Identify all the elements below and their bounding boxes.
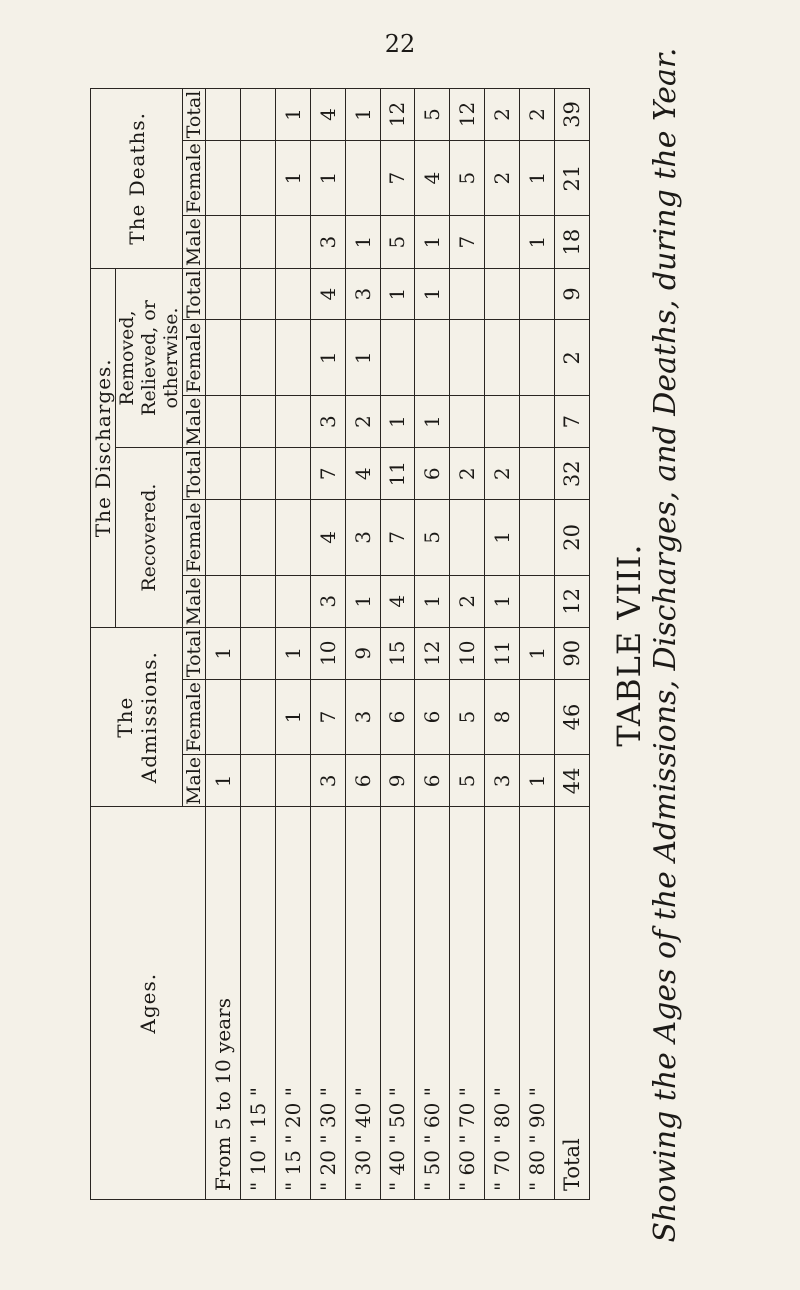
- rec-value-cell: [275, 500, 310, 576]
- rem-value-cell: 3: [310, 396, 345, 448]
- dea-value-cell: [240, 89, 275, 141]
- rem-value-cell: [240, 320, 275, 396]
- rec-value-cell: [275, 448, 310, 500]
- dea-value-cell: [275, 216, 310, 268]
- adm-value-cell: 6: [415, 755, 450, 807]
- admissions-header: The Admissions.: [91, 627, 183, 807]
- age-range-cell: " 80 " 90 ": [520, 807, 555, 1200]
- rem-value-cell: [520, 268, 555, 320]
- rec-value-cell: [240, 500, 275, 576]
- age-range-cell: From 5 to 10 years: [206, 807, 241, 1200]
- adm-value-cell: 3: [345, 679, 380, 755]
- rem-value-cell: [275, 320, 310, 396]
- dea-value-cell: [240, 216, 275, 268]
- rem-value-cell: 2: [345, 396, 380, 448]
- rec-value-cell: [240, 448, 275, 500]
- rem-value-cell: [415, 320, 450, 396]
- rec-value-cell: [520, 448, 555, 500]
- adm-value-cell: 10: [310, 627, 345, 679]
- dea-value-cell: 5: [415, 89, 450, 141]
- dea-total-header: Total: [183, 89, 206, 141]
- rem-male-header: Male: [183, 396, 206, 448]
- table-row: [310, 89, 345, 1200]
- adm-value-cell: [240, 627, 275, 679]
- rec-value-cell: [450, 500, 485, 576]
- adm-value-cell: 1: [275, 627, 310, 679]
- dea-value-cell: [240, 140, 275, 216]
- adm-value-cell: [240, 755, 275, 807]
- age-range-cell: " 60 " 70 ": [450, 807, 485, 1200]
- rec-value-cell: [520, 575, 555, 627]
- rem-value-cell: [206, 268, 241, 320]
- dea-value-cell: 12: [450, 89, 485, 141]
- rem-value-cell: 1: [310, 320, 345, 396]
- rem-value-cell: 1: [415, 268, 450, 320]
- rec-male-header: Male: [183, 575, 206, 627]
- recovered-header: Recovered.: [116, 448, 183, 628]
- dea-value-cell: 7: [450, 216, 485, 268]
- dea-value-cell: [345, 140, 380, 216]
- rem-value-cell: [380, 320, 415, 396]
- table-body: [206, 89, 590, 1200]
- dea-male-header: Male: [183, 216, 206, 268]
- rec-value-cell: [275, 575, 310, 627]
- adm-value-cell: 10: [450, 627, 485, 679]
- adm-value-cell: 12: [415, 627, 450, 679]
- dea-value-cell: 4: [310, 89, 345, 141]
- rec-value-cell: 2: [450, 575, 485, 627]
- adm-value-cell: [275, 755, 310, 807]
- rem-total-cell: 7: [555, 396, 590, 448]
- dea-value-cell: 1: [275, 140, 310, 216]
- age-range-cell: " 40 " 50 ": [380, 807, 415, 1200]
- rec-total-cell: 12: [555, 575, 590, 627]
- rem-value-cell: 1: [415, 396, 450, 448]
- dea-value-cell: [485, 216, 520, 268]
- rec-value-cell: [240, 575, 275, 627]
- adm-value-cell: 11: [485, 627, 520, 679]
- table-row: [520, 89, 555, 1200]
- adm-value-cell: 15: [380, 627, 415, 679]
- adm-value-cell: 9: [345, 627, 380, 679]
- rec-value-cell: 3: [310, 575, 345, 627]
- adm-value-cell: 5: [450, 679, 485, 755]
- rem-value-cell: 1: [345, 320, 380, 396]
- adm-value-cell: 6: [380, 679, 415, 755]
- table-row: [345, 89, 380, 1200]
- dea-value-cell: [206, 216, 241, 268]
- deaths-header: The Deaths.: [91, 89, 183, 269]
- adm-total-cell: 46: [555, 679, 590, 755]
- discharges-header: The Discharges.: [91, 268, 116, 627]
- table-row: [380, 89, 415, 1200]
- rec-value-cell: 4: [345, 448, 380, 500]
- adm-value-cell: 9: [380, 755, 415, 807]
- adm-value-cell: 6: [345, 755, 380, 807]
- age-range-cell: " 20 " 30 ": [310, 807, 345, 1200]
- adm-female-header: Female: [183, 679, 206, 755]
- rem-value-cell: [485, 396, 520, 448]
- age-range-cell: " 10 " 15 ": [240, 807, 275, 1200]
- rem-value-cell: [450, 396, 485, 448]
- rem-value-cell: [240, 268, 275, 320]
- dea-total-cell: 21: [555, 140, 590, 216]
- dea-value-cell: 1: [345, 89, 380, 141]
- adm-total-cell: 44: [555, 755, 590, 807]
- age-range-cell: " 15 " 20 ": [275, 807, 310, 1200]
- rec-value-cell: 4: [380, 575, 415, 627]
- table-row: [450, 89, 485, 1200]
- rem-value-cell: [275, 396, 310, 448]
- rec-value-cell: 7: [310, 448, 345, 500]
- rem-value-cell: [206, 396, 241, 448]
- removed-header: Removed, Relieved, or otherwise.: [116, 268, 183, 448]
- adm-value-cell: 1: [206, 755, 241, 807]
- adm-value-cell: [206, 679, 241, 755]
- rec-value-cell: 1: [485, 500, 520, 576]
- rec-value-cell: 7: [380, 500, 415, 576]
- rem-value-cell: [206, 320, 241, 396]
- adm-value-cell: 6: [415, 679, 450, 755]
- adm-value-cell: 1: [206, 627, 241, 679]
- table-title: TABLE VIII.: [610, 543, 648, 747]
- page-number: 22: [384, 30, 416, 58]
- rec-value-cell: 2: [485, 448, 520, 500]
- dea-value-cell: 4: [415, 140, 450, 216]
- rem-total-cell: 2: [555, 320, 590, 396]
- rem-value-cell: [275, 268, 310, 320]
- adm-value-cell: [240, 679, 275, 755]
- rec-total-header: Total: [183, 448, 206, 500]
- dea-value-cell: 3: [310, 216, 345, 268]
- dea-value-cell: 12: [380, 89, 415, 141]
- rec-female-header: Female: [183, 500, 206, 576]
- adm-value-cell: 3: [310, 755, 345, 807]
- table-row: [485, 89, 520, 1200]
- dea-value-cell: [206, 89, 241, 141]
- rec-value-cell: 4: [310, 500, 345, 576]
- adm-total-cell: 90: [555, 627, 590, 679]
- age-range-cell: " 30 " 40 ": [345, 807, 380, 1200]
- rem-female-header: Female: [183, 320, 206, 396]
- table-row: [275, 89, 310, 1200]
- dea-value-cell: 7: [380, 140, 415, 216]
- dea-value-cell: 1: [310, 140, 345, 216]
- age-range-cell: " 50 " 60 ": [415, 807, 450, 1200]
- rec-value-cell: 5: [415, 500, 450, 576]
- rem-value-cell: 1: [380, 268, 415, 320]
- dea-value-cell: 1: [275, 89, 310, 141]
- total-label: Total: [555, 807, 590, 1200]
- table-row: [240, 89, 275, 1200]
- rem-value-cell: [450, 268, 485, 320]
- rem-value-cell: 3: [345, 268, 380, 320]
- adm-value-cell: 5: [450, 755, 485, 807]
- rec-value-cell: 11: [380, 448, 415, 500]
- rem-value-cell: [485, 268, 520, 320]
- total-row: [555, 89, 590, 1200]
- rem-value-cell: [240, 396, 275, 448]
- rem-value-cell: 1: [380, 396, 415, 448]
- rec-value-cell: [206, 575, 241, 627]
- dea-value-cell: 2: [485, 140, 520, 216]
- rec-total-cell: 32: [555, 448, 590, 500]
- rec-value-cell: 6: [415, 448, 450, 500]
- ages-header: Ages.: [91, 807, 206, 1200]
- rec-value-cell: 1: [345, 575, 380, 627]
- rem-value-cell: [450, 320, 485, 396]
- rem-total-header: Total: [183, 268, 206, 320]
- age-range-cell: " 70 " 80 ": [485, 807, 520, 1200]
- dea-value-cell: 1: [520, 140, 555, 216]
- rem-value-cell: [485, 320, 520, 396]
- adm-value-cell: 1: [520, 627, 555, 679]
- table-row: [206, 89, 241, 1200]
- dea-total-cell: 39: [555, 89, 590, 141]
- dea-value-cell: [206, 140, 241, 216]
- adm-male-header: Male: [183, 755, 206, 807]
- rem-total-cell: 9: [555, 268, 590, 320]
- dea-female-header: Female: [183, 140, 206, 216]
- rec-total-cell: 20: [555, 500, 590, 576]
- rem-value-cell: 4: [310, 268, 345, 320]
- adm-value-cell: 7: [310, 679, 345, 755]
- rec-value-cell: 2: [450, 448, 485, 500]
- dea-value-cell: 1: [415, 216, 450, 268]
- rec-value-cell: [206, 448, 241, 500]
- dea-value-cell: 5: [450, 140, 485, 216]
- table-subtitle: Showing the Ages of the Admissions, Discharges, and Deaths, during the Year.: [648, 47, 683, 1243]
- rec-value-cell: 3: [345, 500, 380, 576]
- rec-value-cell: [520, 500, 555, 576]
- dea-total-cell: 18: [555, 216, 590, 268]
- rec-value-cell: [206, 500, 241, 576]
- rem-value-cell: [520, 320, 555, 396]
- adm-total-header: Total: [183, 627, 206, 679]
- dea-value-cell: 1: [345, 216, 380, 268]
- table-row: [415, 89, 450, 1200]
- adm-value-cell: 8: [485, 679, 520, 755]
- adm-value-cell: 3: [485, 755, 520, 807]
- adm-value-cell: 1: [275, 679, 310, 755]
- rem-value-cell: [520, 396, 555, 448]
- dea-value-cell: 2: [520, 89, 555, 141]
- rec-value-cell: 1: [415, 575, 450, 627]
- dea-value-cell: 2: [485, 89, 520, 141]
- adm-value-cell: 1: [520, 755, 555, 807]
- rec-value-cell: 1: [485, 575, 520, 627]
- ages-table: [90, 88, 590, 1200]
- dea-value-cell: 5: [380, 216, 415, 268]
- dea-value-cell: 1: [520, 216, 555, 268]
- adm-value-cell: [520, 679, 555, 755]
